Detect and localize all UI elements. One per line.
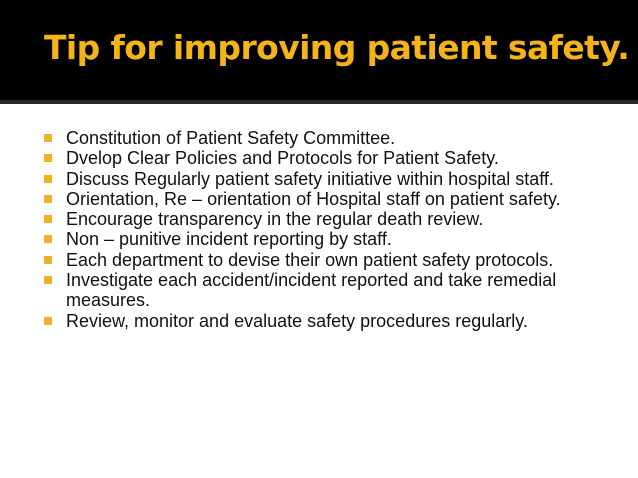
- bullet-item: [44, 250, 624, 270]
- bullet-item: [44, 169, 624, 189]
- bullet-item: [44, 229, 624, 249]
- bullet-text: Encourage transparency in the regular death review.: [66, 209, 484, 230]
- bullet-item: [44, 311, 624, 331]
- square-bullet-icon: [44, 175, 52, 183]
- bullet-item: [44, 270, 624, 311]
- bullet-text: Each department to devise their own patient safety protocols.: [66, 249, 554, 270]
- bullet-text: Investigate each accident/incident reported and take remedial measures.: [66, 270, 557, 311]
- slide-title: Tip for improving patient safety.: [44, 28, 630, 67]
- bullet-text: Non – punitive incident reporting by staff.: [66, 229, 392, 250]
- title-bar: [0, 0, 638, 104]
- square-bullet-icon: [44, 134, 52, 142]
- bullet-list: [44, 128, 624, 331]
- bullet-text: Constitution of Patient Safety Committee.: [66, 128, 396, 148]
- bullet-text: Orientation, Re – orientation of Hospital staff on patient safety.: [66, 188, 561, 209]
- square-bullet-icon: [44, 195, 52, 203]
- bullet-text: Discuss Regularly patient safety initiative within hospital staff.: [66, 168, 554, 189]
- bullet-text: Review, monitor and evaluate safety procedures regularly.: [66, 310, 528, 331]
- bullet-item: [44, 148, 624, 168]
- square-bullet-icon: [44, 154, 52, 162]
- bullet-item: [44, 189, 624, 209]
- bullet-item: [44, 128, 624, 148]
- square-bullet-icon: [44, 215, 52, 223]
- square-bullet-icon: [44, 276, 52, 284]
- square-bullet-icon: [44, 317, 52, 325]
- bullet-item: [44, 209, 624, 229]
- bullet-text: Dvelop Clear Policies and Protocols for Patient Safety.: [66, 148, 499, 169]
- square-bullet-icon: [44, 235, 52, 243]
- square-bullet-icon: [44, 256, 52, 264]
